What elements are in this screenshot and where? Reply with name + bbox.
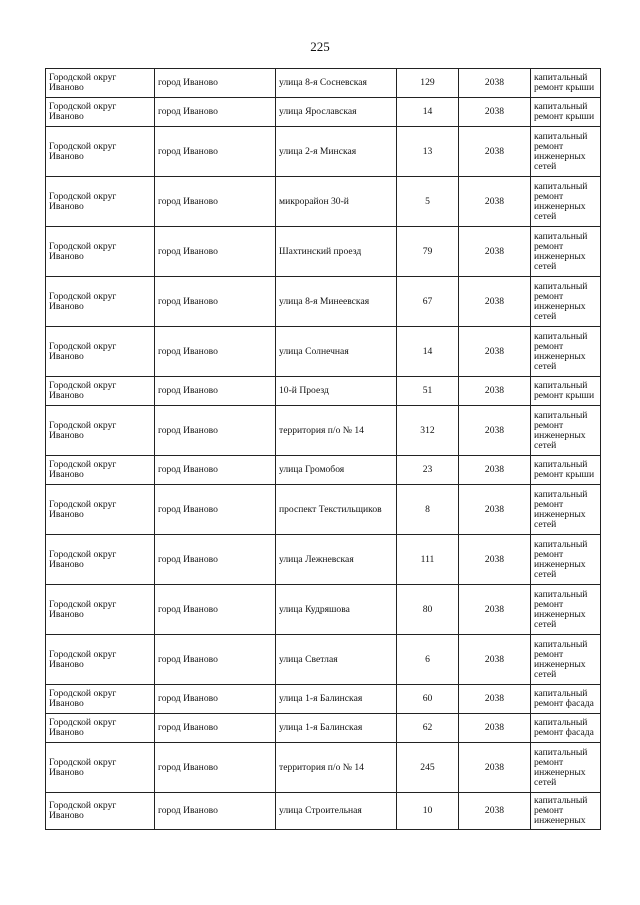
okrug-cell: Городской округ Иваново (46, 635, 155, 685)
city-cell: город Иваново (155, 685, 276, 714)
okrug-cell: Городской округ Иваново (46, 585, 155, 635)
city-cell: город Иваново (155, 743, 276, 793)
city-cell: город Иваново (155, 456, 276, 485)
house-number-cell: 67 (397, 277, 459, 327)
table-row (46, 635, 601, 685)
year-cell: 2038 (459, 585, 531, 635)
table-row (46, 535, 601, 585)
okrug-cell: Городской округ Иваново (46, 485, 155, 535)
repair-schedule-table (45, 68, 601, 830)
okrug-cell: Городской округ Иваново (46, 227, 155, 277)
house-number-cell: 129 (397, 69, 459, 98)
okrug-cell: Городской округ Иваново (46, 793, 155, 830)
year-cell: 2038 (459, 277, 531, 327)
house-number-cell: 10 (397, 793, 459, 830)
work-type-cell: капитальный ремонт инженерных сетей (531, 127, 601, 177)
city-cell: город Иваново (155, 327, 276, 377)
street-cell: улица Лежневская (276, 535, 397, 585)
okrug-cell: Городской округ Иваново (46, 406, 155, 456)
year-cell: 2038 (459, 535, 531, 585)
street-cell: улица Строительная (276, 793, 397, 830)
street-cell: улица 8-я Минеевская (276, 277, 397, 327)
city-cell: город Иваново (155, 585, 276, 635)
table-row (46, 714, 601, 743)
okrug-cell: Городской округ Иваново (46, 98, 155, 127)
okrug-cell: Городской округ Иваново (46, 456, 155, 485)
table-row (46, 127, 601, 177)
street-cell: улица 1-я Балинская (276, 685, 397, 714)
city-cell: город Иваново (155, 177, 276, 227)
city-cell: город Иваново (155, 485, 276, 535)
street-cell: микрорайон 30-й (276, 177, 397, 227)
house-number-cell: 6 (397, 635, 459, 685)
street-cell: 10-й Проезд (276, 377, 397, 406)
table-row (46, 377, 601, 406)
okrug-cell: Городской округ Иваново (46, 685, 155, 714)
page-number: 225 (310, 39, 330, 54)
table-row (46, 277, 601, 327)
city-cell: город Иваново (155, 714, 276, 743)
house-number-cell: 23 (397, 456, 459, 485)
table-body (46, 69, 601, 830)
house-number-cell: 14 (397, 98, 459, 127)
work-type-cell: капитальный ремонт крыши (531, 69, 601, 98)
table-row (46, 743, 601, 793)
table-row (46, 793, 601, 830)
table-row (46, 485, 601, 535)
year-cell: 2038 (459, 227, 531, 277)
year-cell: 2038 (459, 177, 531, 227)
work-type-cell: капитальный ремонт инженерных сетей (531, 635, 601, 685)
house-number-cell: 60 (397, 685, 459, 714)
work-type-cell: капитальный ремонт инженерных сетей (531, 743, 601, 793)
house-number-cell: 14 (397, 327, 459, 377)
okrug-cell: Городской округ Иваново (46, 277, 155, 327)
year-cell: 2038 (459, 98, 531, 127)
street-cell: улица 1-я Балинская (276, 714, 397, 743)
work-type-cell: капитальный ремонт крыши (531, 456, 601, 485)
city-cell: город Иваново (155, 69, 276, 98)
year-cell: 2038 (459, 743, 531, 793)
year-cell: 2038 (459, 635, 531, 685)
work-type-cell: капитальный ремонт инженерных сетей (531, 535, 601, 585)
house-number-cell: 51 (397, 377, 459, 406)
city-cell: город Иваново (155, 277, 276, 327)
table-row (46, 406, 601, 456)
work-type-cell: капитальный ремонт инженерных сетей (531, 585, 601, 635)
table-row (46, 69, 601, 98)
year-cell: 2038 (459, 714, 531, 743)
year-cell: 2038 (459, 327, 531, 377)
street-cell: улица Солнечная (276, 327, 397, 377)
street-cell: улица 2-я Минская (276, 127, 397, 177)
city-cell: город Иваново (155, 793, 276, 830)
work-type-cell: капитальный ремонт фасада (531, 685, 601, 714)
street-cell: улица Кудряшова (276, 585, 397, 635)
okrug-cell: Городской округ Иваново (46, 177, 155, 227)
work-type-cell: капитальный ремонт крыши (531, 377, 601, 406)
okrug-cell: Городской округ Иваново (46, 743, 155, 793)
street-cell: территория п/о № 14 (276, 743, 397, 793)
house-number-cell: 62 (397, 714, 459, 743)
okrug-cell: Городской округ Иваново (46, 714, 155, 743)
table-row (46, 327, 601, 377)
year-cell: 2038 (459, 406, 531, 456)
year-cell: 2038 (459, 456, 531, 485)
table-row (46, 98, 601, 127)
okrug-cell: Городской округ Иваново (46, 535, 155, 585)
street-cell: улица Светлая (276, 635, 397, 685)
work-type-cell: капитальный ремонт инженерных сетей (531, 327, 601, 377)
street-cell: улица Ярославская (276, 98, 397, 127)
house-number-cell: 13 (397, 127, 459, 177)
work-type-cell: капитальный ремонт крыши (531, 98, 601, 127)
house-number-cell: 79 (397, 227, 459, 277)
year-cell: 2038 (459, 793, 531, 830)
okrug-cell: Городской округ Иваново (46, 127, 155, 177)
work-type-cell: капитальный ремонт инженерных сетей (531, 277, 601, 327)
table-row (46, 685, 601, 714)
table-row (46, 585, 601, 635)
work-type-cell: капитальный ремонт инженерных сетей (531, 406, 601, 456)
house-number-cell: 245 (397, 743, 459, 793)
work-type-cell: капитальный ремонт инженерных (531, 793, 601, 830)
city-cell: город Иваново (155, 377, 276, 406)
house-number-cell: 111 (397, 535, 459, 585)
street-cell: улица 8-я Сосневская (276, 69, 397, 98)
table-row (46, 456, 601, 485)
street-cell: улица Громобоя (276, 456, 397, 485)
work-type-cell: капитальный ремонт фасада (531, 714, 601, 743)
year-cell: 2038 (459, 69, 531, 98)
table-row (46, 177, 601, 227)
house-number-cell: 80 (397, 585, 459, 635)
work-type-cell: капитальный ремонт инженерных сетей (531, 485, 601, 535)
okrug-cell: Городской округ Иваново (46, 69, 155, 98)
city-cell: город Иваново (155, 535, 276, 585)
house-number-cell: 312 (397, 406, 459, 456)
year-cell: 2038 (459, 685, 531, 714)
city-cell: город Иваново (155, 227, 276, 277)
table-row (46, 227, 601, 277)
house-number-cell: 8 (397, 485, 459, 535)
work-type-cell: капитальный ремонт инженерных сетей (531, 177, 601, 227)
okrug-cell: Городской округ Иваново (46, 377, 155, 406)
year-cell: 2038 (459, 127, 531, 177)
street-cell: территория п/о № 14 (276, 406, 397, 456)
okrug-cell: Городской округ Иваново (46, 327, 155, 377)
street-cell: Шахтинский проезд (276, 227, 397, 277)
house-number-cell: 5 (397, 177, 459, 227)
street-cell: проспект Текстильщиков (276, 485, 397, 535)
city-cell: город Иваново (155, 406, 276, 456)
year-cell: 2038 (459, 377, 531, 406)
city-cell: город Иваново (155, 635, 276, 685)
year-cell: 2038 (459, 485, 531, 535)
work-type-cell: капитальный ремонт инженерных сетей (531, 227, 601, 277)
city-cell: город Иваново (155, 127, 276, 177)
city-cell: город Иваново (155, 98, 276, 127)
